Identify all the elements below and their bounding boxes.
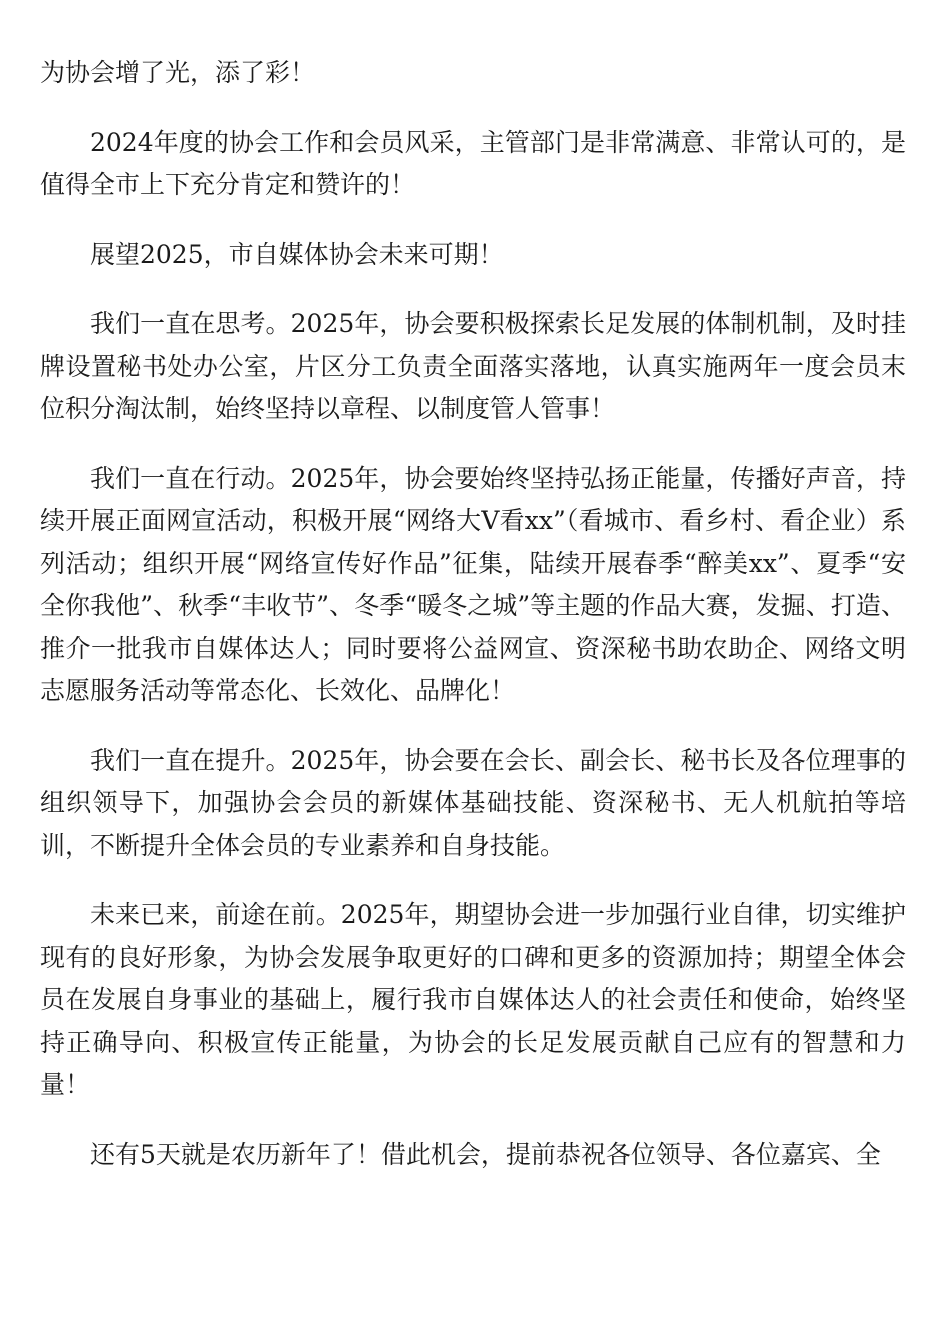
document-page [40,52,906,1203]
paragraph-future: 未来已来，前途在前。2025年，期望协会进一步加强行业自律，切实维护现有的良好形象，为协会发展争取更好的口碑和更多的资源加持；期望全体会员在发展自身事业的基础上，履行我市自媒体达人的社会责任和使命，始终坚持正确导向、积极宣传正能量，为协会的长足发展贡献自己应有的智慧和力量！ [40,900,906,1099]
paragraph-action: 我们一直在行动。2025年，协会要始终坚持弘扬正能量，传播好声音，持续开展正面网宣活动，积极开展“网络大V看xx”（看城市、看乡村、看企业）系列活动；组织开展“网络宣传好作品”征集，陆续开展春季“醉美xx”、夏季“安全你我他”、秋季“丰收节”、冬季“暖冬之城”等主题的作品大赛，发掘、打造、推介一批我市自媒体达人；同时要将公益网宣、资深秘书助农助企、网络文明志愿服务活动等常态化、长效化、品牌化！ [40,463,906,705]
paragraph-2024-review: 2024年度的协会工作和会员风采，主管部门是非常满意、非常认可的，是值得全市上下充分肯定和赞许的！ [40,127,906,199]
paragraph-new-year: 还有5天就是农历新年了！借此机会，提前恭祝各位领导、各位嘉宾、全 [90,1139,881,1169]
paragraph-continuation: 为协会增了光，添了彩！ [40,58,316,87]
paragraph-improvement: 我们一直在提升。2025年，协会要在会长、副会长、秘书长及各位理事的组织领导下，加强协会会员的新媒体基础技能、资深秘书、无人机航拍等培训，不断提升全体会员的专业素养和自身技能。 [40,745,906,860]
paragraph-thinking: 我们一直在思考。2025年，协会要积极探索长足发展的体制机制，及时挂牌设置秘书处办公室，片区分工负责全面落实落地，认真实施两年一度会员末位积分淘汰制，始终坚持以章程、以制度管人管事！ [40,309,906,423]
paragraph-outlook-2025: 展望2025，市自媒体协会未来可期！ [90,239,504,269]
